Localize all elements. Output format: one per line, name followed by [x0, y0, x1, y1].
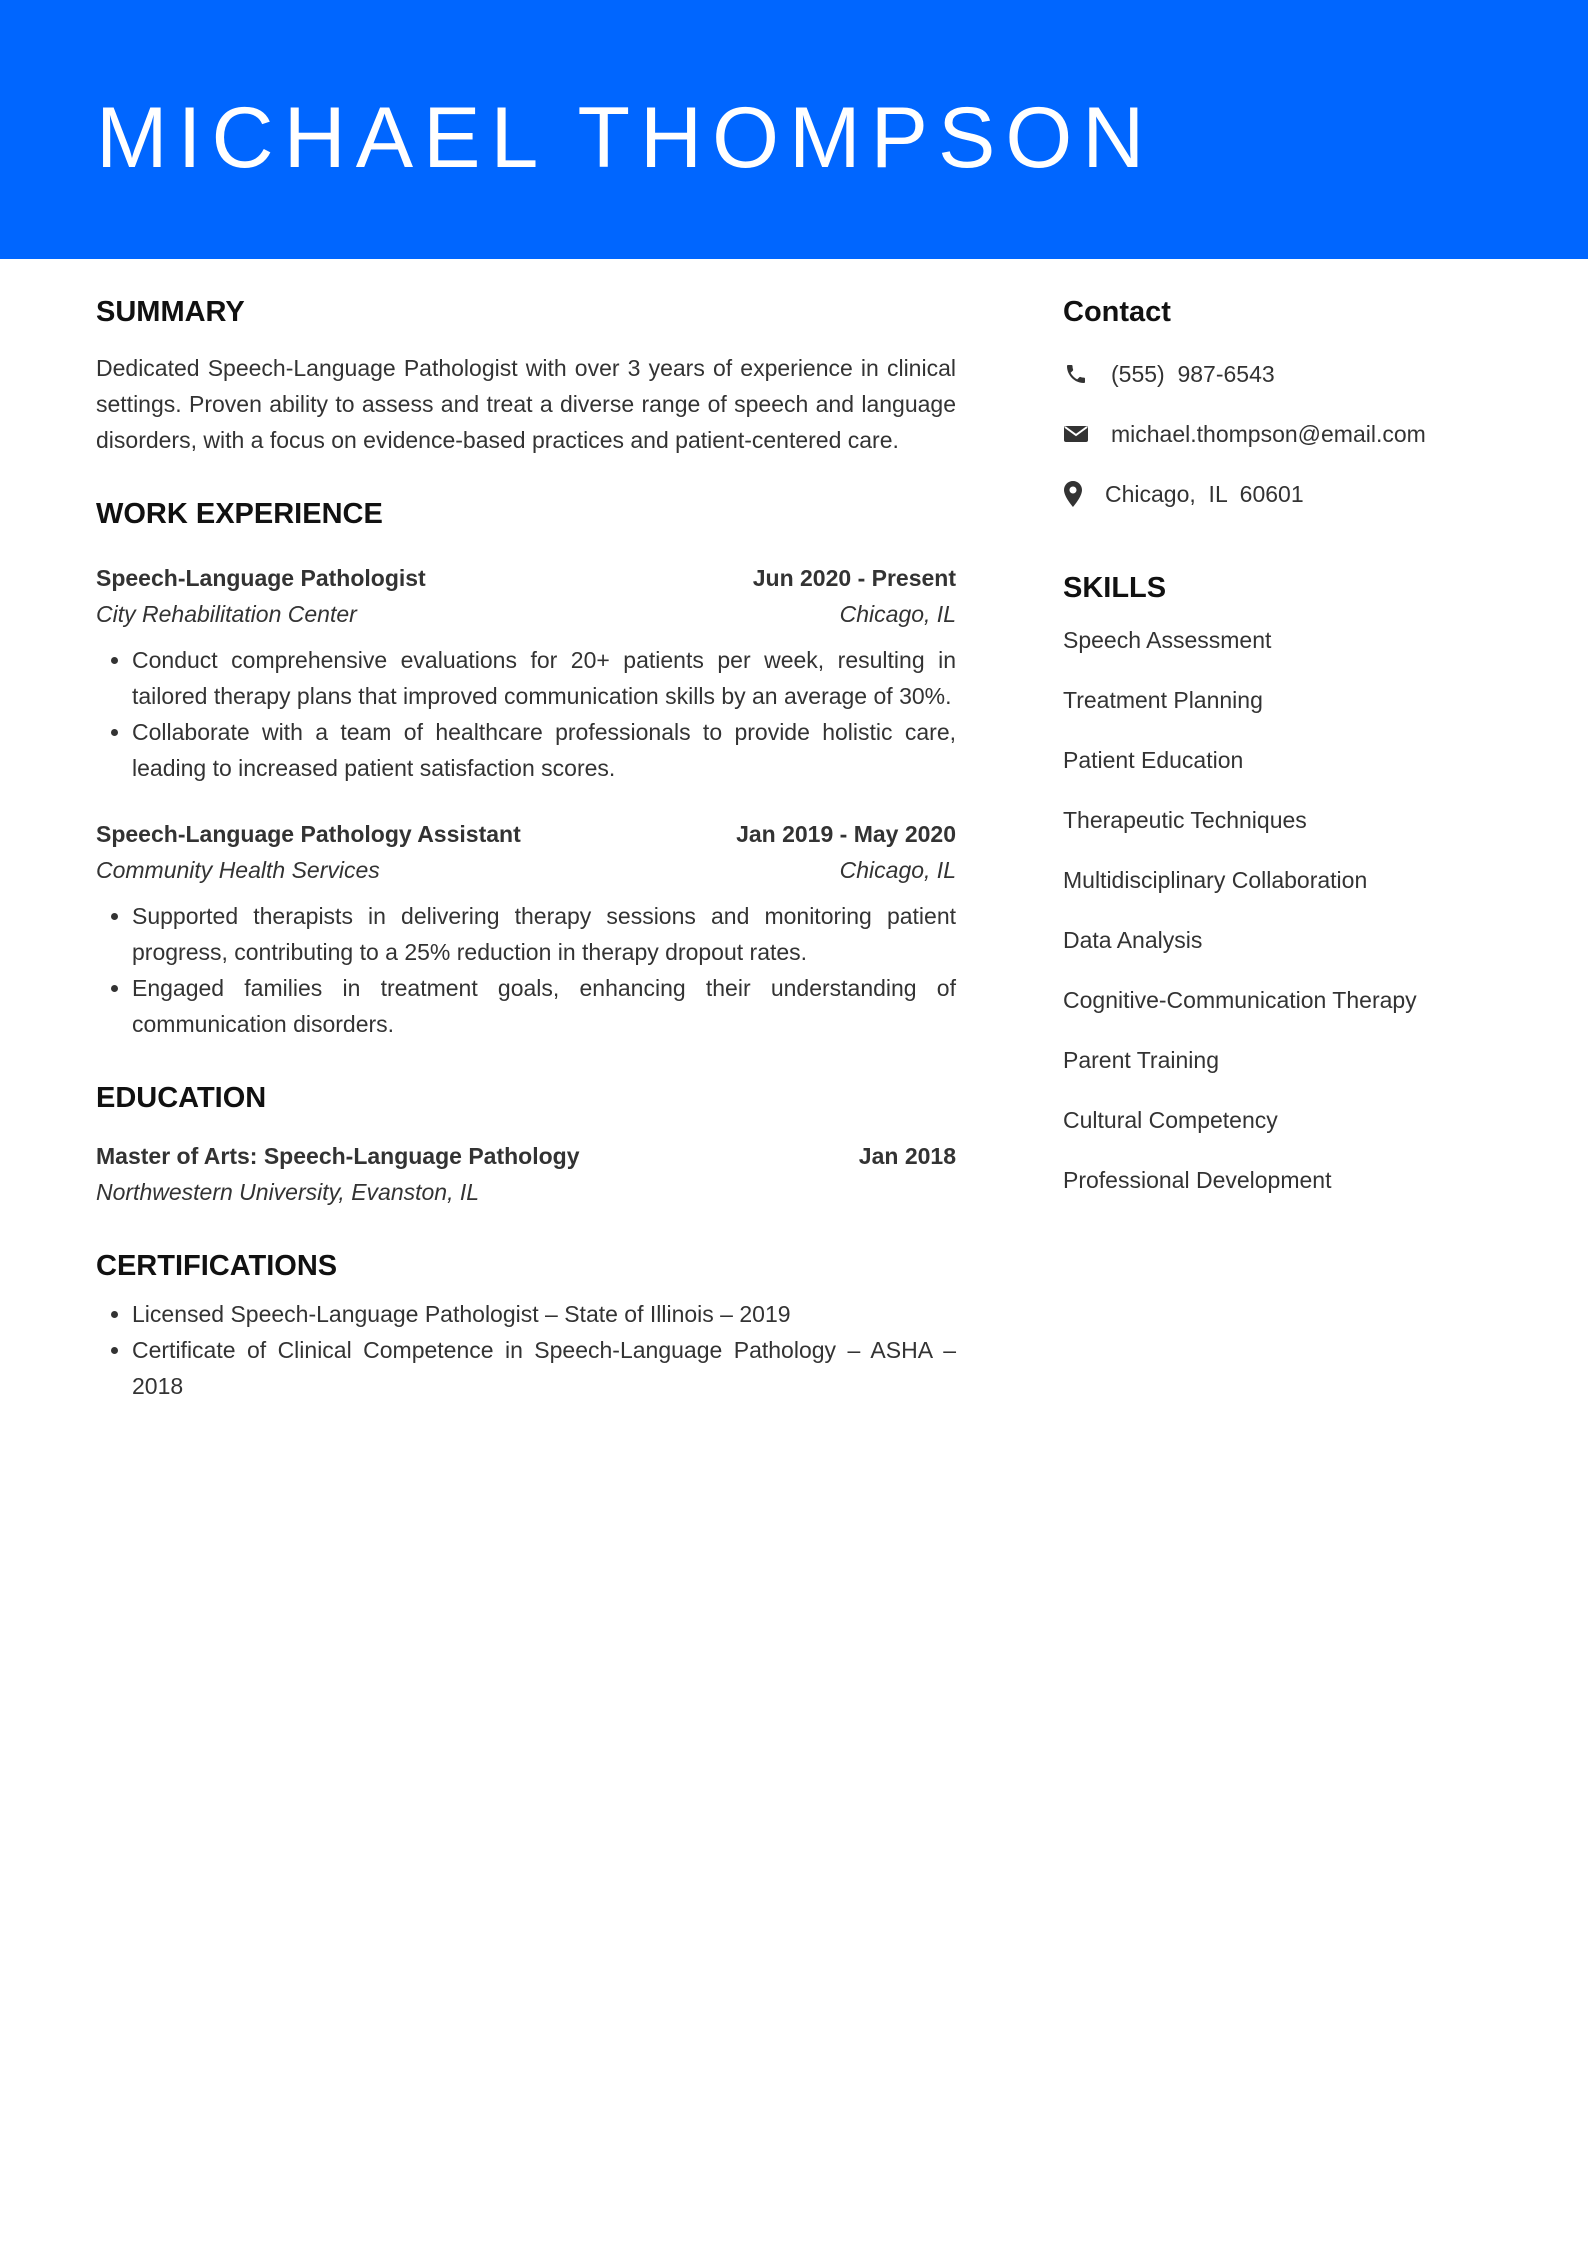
job-title: Speech-Language Pathologist [96, 565, 426, 591]
skill-item: Cognitive-Communication Therapy [1063, 987, 1417, 1013]
certification-item: • Certificate of Clinical Competence in Speech-Language Pathology – ASHA – 2018 [132, 1332, 956, 1404]
job-dates: Jun 2020 - Present [752, 565, 956, 591]
skill-item: Patient Education [1063, 747, 1244, 773]
summary-section [96, 292, 956, 458]
school-name: Northwestern University, Evanston, IL [96, 1179, 480, 1205]
skill-item: Therapeutic Techniques [1063, 807, 1307, 833]
education-section [96, 1078, 956, 1210]
skill-item: Professional Development [1063, 1167, 1332, 1193]
sidebar-column [1063, 292, 1523, 1222]
degree-date: Jan 2018 [858, 1143, 956, 1169]
skills-list [1063, 622, 1523, 1198]
certification-item: • Licensed Speech-Language Pathologist – State of Illinois – 2019 [132, 1296, 956, 1332]
contact-phone-text[interactable]: (555) 987-6543 [1111, 361, 1275, 387]
certifications-list [96, 1296, 956, 1404]
job-bullet: • Supported therapists in delivering therapy sessions and monitoring patient progress, contributing to a 25% reduction in therapy dropout rates. [132, 898, 956, 970]
contact-location-text: Chicago, IL 60601 [1105, 481, 1304, 507]
summary-text: Dedicated Speech-Language Pathologist with over 3 years of experience in clinical settings. Proven ability to assess and treat a diverse range of speech and language disorders, with a focus on evidence-based practices and patient-centered care. [96, 355, 956, 453]
job-location: Chicago, IL [839, 857, 956, 883]
work-experience-heading: WORK EXPERIENCE [96, 498, 383, 530]
job-bullets [96, 642, 956, 786]
degree-title: Master of Arts: Speech-Language Pathology [96, 1143, 580, 1169]
job-dates: Jan 2019 - May 2020 [736, 821, 956, 847]
job-company: Community Health Services [96, 857, 380, 883]
certifications-heading: CERTIFICATIONS [96, 1250, 338, 1282]
skill-item: Cultural Competency [1063, 1107, 1278, 1133]
contact-email-text[interactable]: michael.thompson@email.com [1111, 421, 1426, 447]
job-entry [96, 816, 956, 1042]
map-pin-icon [1063, 481, 1083, 507]
main-column [96, 292, 956, 1404]
skill-item: Data Analysis [1063, 927, 1203, 953]
skill-item: Speech Assessment [1063, 627, 1272, 653]
job-bullet: • Engaged families in treatment goals, enhancing their understanding of communication disorders. [132, 970, 956, 1042]
summary-heading: SUMMARY [96, 296, 245, 328]
skill-item: Parent Training [1063, 1047, 1219, 1073]
education-heading: EDUCATION [96, 1082, 267, 1114]
job-title: Speech-Language Pathology Assistant [96, 821, 521, 847]
contact-location [1063, 476, 1523, 512]
job-entry [96, 560, 956, 786]
contact-list [1063, 356, 1523, 512]
certifications-section [96, 1246, 956, 1404]
skill-item: Treatment Planning [1063, 687, 1263, 713]
work-experience-section [96, 494, 956, 1042]
contact-email [1063, 416, 1523, 452]
skills-heading: SKILLS [1063, 572, 1167, 604]
job-bullets [96, 898, 956, 1042]
phone-icon [1063, 361, 1089, 387]
job-location: Chicago, IL [839, 601, 956, 627]
contact-phone [1063, 356, 1523, 392]
job-company: City Rehabilitation Center [96, 601, 357, 627]
candidate-name: MICHAEL THOMPSON [96, 90, 1155, 186]
job-bullet: • Collaborate with a team of healthcare professionals to provide holistic care, leading to increased patient satisfaction scores. [132, 714, 956, 786]
contact-heading: Contact [1063, 296, 1171, 328]
skill-item: Multidisciplinary Collaboration [1063, 867, 1368, 893]
header-banner [0, 0, 1588, 259]
envelope-icon [1063, 421, 1089, 447]
job-bullet: • Conduct comprehensive evaluations for 20+ patients per week, resulting in tailored therapy plans that improved communication skills by an average of 30%. [132, 642, 956, 714]
